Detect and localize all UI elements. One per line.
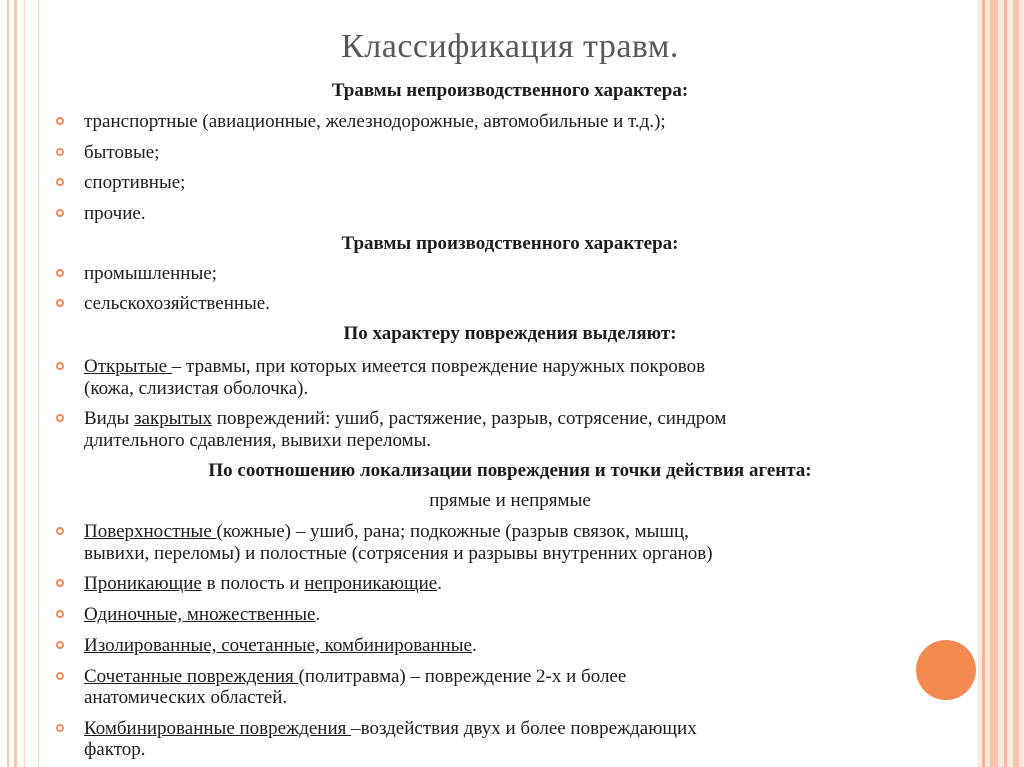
section-heading-nonindustrial: Травмы непроизводственного характера: [331,80,689,101]
section-subheading: прямые и непрямые [429,490,591,511]
item-text: Виды [84,408,135,429]
list-item: бытовые; [84,142,160,163]
list-item-open [84,356,964,378]
term-closed: закрытых [134,408,213,429]
bullet-icon [56,148,64,156]
list-item-closed-cont: длительного сдавления, вывихи переломы. [84,430,432,451]
left-decorative-border [0,0,39,767]
border-stripe [7,0,9,767]
list-item-closed [84,408,964,430]
section-heading-localization: По соотношению локализации повреждения и точки действия агента: [208,460,812,481]
list-item: транспортные (авиационные, железнодорожные, автомобильные и т.д.); [84,111,666,132]
item-text: . [315,604,321,625]
list-item-superficial-cont: вывихи, переломы) и полостные (сотрясения и разрывы внутренних органов) [84,543,713,564]
list-item: прочие. [84,203,146,224]
term-penetrating: Проникающие [84,573,202,594]
item-text: в полость и [201,573,305,594]
list-item-combo [84,718,964,740]
bullet-icon [56,641,64,649]
item-text: . [437,573,442,594]
bullet-icon [56,672,64,680]
bullet-icon [56,299,64,307]
list-item-superficial [84,521,964,543]
bullet-icon [56,117,64,125]
border-stripe [14,0,17,767]
item-text: . [471,635,477,656]
list-item-combo-cont: фактор. [84,739,146,760]
bullet-icon [56,269,64,277]
border-stripe [982,0,985,767]
item-text: повреждений: ушиб, растяжение, разрыв, сотрясение, синдром [212,408,727,429]
bullet-icon [56,414,64,422]
right-decorative-border [978,0,1024,767]
bullet-icon [56,724,64,732]
item-text: (кожные) – ушиб, рана; подкожные (разрыв связок, мышц, [216,521,689,542]
bullet-icon [56,527,64,535]
list-item-open-cont: (кожа, слизистая оболочка). [84,378,309,399]
term-single: Одиночные, множественные [84,604,316,625]
item-text: (политравма) – повреждение 2-х и более [298,666,627,687]
term-nonpenetrating: непроникающие [304,573,438,594]
section-heading-industrial: Травмы производственного характера: [341,233,679,254]
item-text: – травмы, при которых имеется повреждение наружных покровов [171,356,706,377]
list-item: промышленные; [84,263,217,284]
term-superficial: Поверхностные [84,521,217,542]
term-isolated: Изолированные, сочетанные, комбинированные [84,635,472,656]
term-combined: Сочетанные повреждения [84,666,299,687]
border-stripe [990,0,998,767]
bullet-icon [56,178,64,186]
border-stripe [1013,0,1019,767]
bullet-icon [56,209,64,217]
bullet-icon [56,610,64,618]
list-item-combined-cont: анатомических областей. [84,687,288,708]
slide-title: Классификация травм. [341,28,679,65]
list-item-penetrating [84,573,964,595]
list-item-single [84,604,964,626]
term-open: Открытые [84,356,172,377]
list-item: сельскохозяйственные. [84,293,270,314]
term-combo: Комбинированные повреждения [84,718,352,739]
item-text: –воздействия двух и более повреждающих [351,718,697,739]
bullet-icon [56,362,64,370]
border-stripe [1004,0,1007,767]
bullet-icon [56,579,64,587]
list-item-combined [84,666,964,688]
list-item: спортивные; [84,172,186,193]
border-stripe [24,0,25,767]
section-heading-damage-type: По характеру повреждения выделяют: [343,323,677,344]
list-item-isolated [84,635,964,657]
